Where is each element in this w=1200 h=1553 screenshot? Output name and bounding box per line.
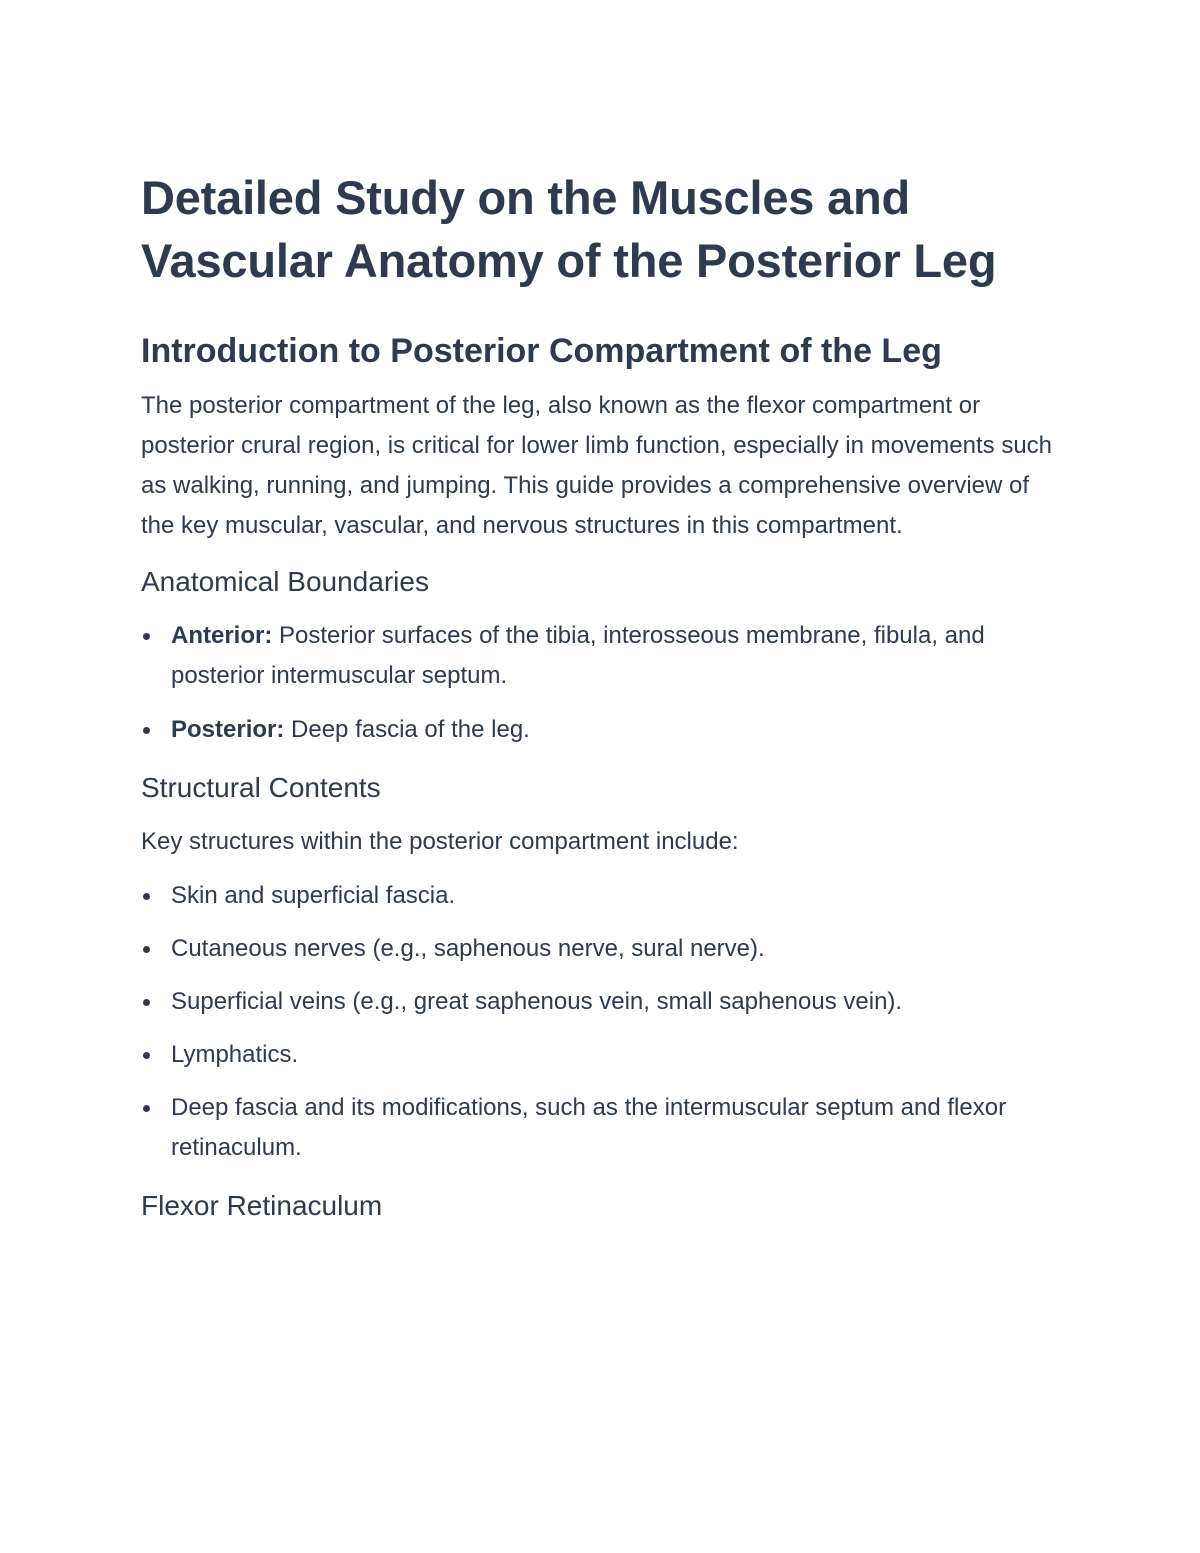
bullet-icon	[143, 633, 150, 640]
bullet-icon	[143, 727, 150, 734]
boundaries-list	[141, 616, 1061, 750]
bullet-icon	[143, 1105, 150, 1112]
contents-item-text: Deep fascia and its modifications, such as the intermuscular septum and flexor retinaculum.	[171, 1094, 1007, 1161]
document-page	[141, 166, 1061, 1226]
boundary-term: Anterior:	[171, 622, 273, 649]
contents-lead: Key structures within the posterior compartment include:	[141, 828, 739, 855]
list-item	[141, 710, 1061, 750]
document-title: Detailed Study on the Muscles and Vascular Anatomy of the Posterior Leg	[141, 171, 997, 287]
flexor-retinaculum-heading: Flexor Retinaculum	[141, 1190, 383, 1221]
contents-item-text: Skin and superficial fascia.	[171, 882, 456, 909]
list-item	[141, 1088, 1061, 1168]
list-item	[141, 1035, 1061, 1075]
boundaries-heading: Anatomical Boundaries	[141, 566, 429, 597]
bullet-icon	[143, 946, 150, 953]
boundary-term: Posterior:	[171, 716, 285, 743]
list-item	[141, 876, 1061, 916]
boundary-text: Posterior surfaces of the tibia, interosseous membrane, fibula, and posterior intermuscular septum.	[171, 622, 985, 689]
contents-item-text: Cutaneous nerves (e.g., saphenous nerve, sural nerve).	[171, 935, 765, 962]
boundary-text: Deep fascia of the leg.	[284, 716, 530, 743]
list-item	[141, 616, 1061, 696]
bullet-icon	[143, 893, 150, 900]
list-item	[141, 982, 1061, 1022]
bullet-icon	[143, 1052, 150, 1059]
contents-item-text: Superficial veins (e.g., great saphenous vein, small saphenous vein).	[171, 988, 903, 1015]
list-item	[141, 929, 1061, 969]
contents-heading: Structural Contents	[141, 772, 381, 803]
contents-item-text: Lymphatics.	[171, 1041, 299, 1068]
bullet-icon	[143, 999, 150, 1006]
contents-list	[141, 876, 1061, 1168]
section-heading: Introduction to Posterior Compartment of the Leg	[141, 332, 942, 370]
intro-paragraph: The posterior compartment of the leg, also known as the flexor compartment or posterior crural region, is critical for lower limb function, especially in movements such as walking, running, and jumping. This guide provides a comprehensive overview of the key muscular, vascular, and nervous structures in this compartment.	[141, 392, 1053, 539]
